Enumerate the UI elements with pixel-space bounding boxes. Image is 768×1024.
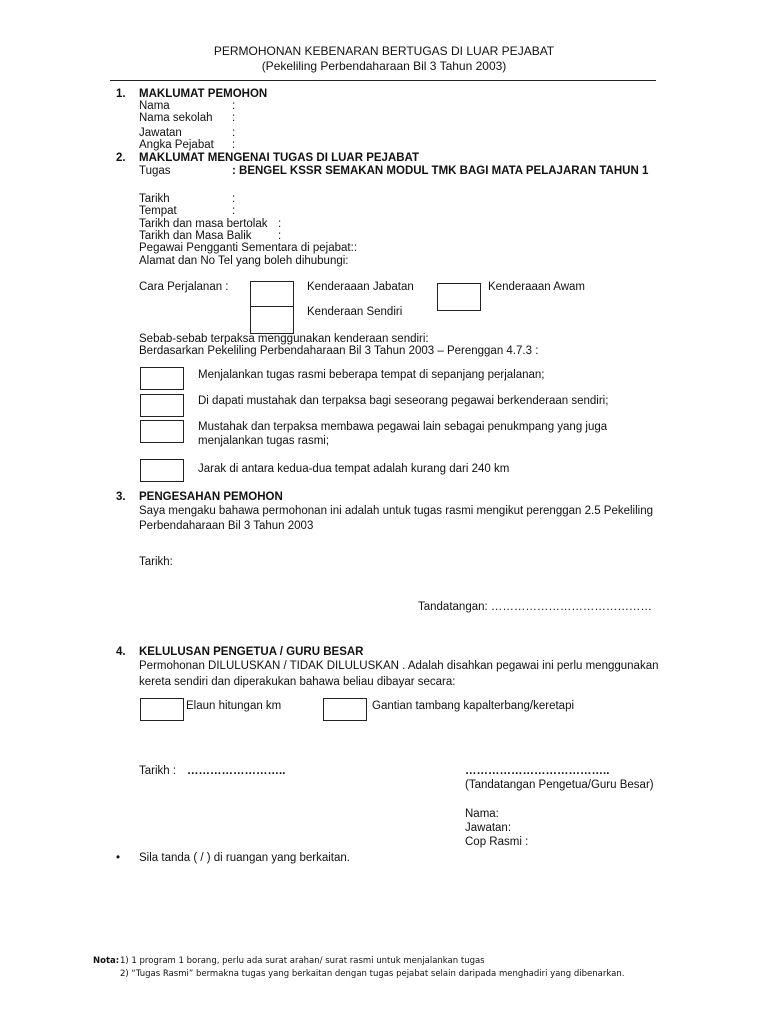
sendiri-label: Kenderaan Sendiri [307,306,403,318]
section1-number: 1. [116,88,126,100]
kelulusan-tarikh-label: Tarikh : [139,765,177,777]
section4-number: 4. [116,646,126,658]
reason1-checkbox[interactable] [140,367,184,390]
section3-heading: PENGESAHAN PEMOHON [139,491,283,503]
gantian-label: Gantian tambang kapalterbang/keretapi [372,700,575,712]
tempat-label: Tempat [139,205,177,217]
bullet-symbol: • [116,852,121,864]
kelulusan-text-line2: kereta sendiri dan diperakukan bahawa beliau dibayar secara: [139,676,456,688]
header-rule [110,80,656,81]
nama-label: Nama [139,100,170,112]
angka-pejabat-label: Angka Pejabat [139,139,214,151]
section3-number: 3. [116,491,126,503]
reason4-checkbox[interactable] [140,459,184,482]
sebab-line2: Berdasarkan Pekeliling Perbendaharaan Bil 3 Tahun 2003 – Perenggan 4.7.3 : [139,345,539,357]
tarikh-colon: : [232,193,236,205]
bertolak-label: Tarikh dan masa bertolak [139,218,268,230]
sebab-line1: Sebab-sebab terpaksa menggunakan kenderaan sendiri: [139,333,429,345]
jabatan-checkbox[interactable] [250,281,294,309]
nama-sekolah-colon: : [232,112,236,124]
sendiri-checkbox[interactable] [250,306,294,334]
approver-nama-label: Nama: [465,808,499,820]
alamat-label: Alamat dan No Tel yang boleh dihubungi: [139,255,349,267]
section2-number: 2. [116,152,126,164]
balik-label: Tarikh dan Masa Balik [139,230,252,242]
approver-jawatan-label: Jawatan: [465,822,512,834]
pengganti-label: Pegawai Pengganti Sementara di pejabat:: [139,242,358,254]
reason3-text-line2: menjalankan tugas rasmi; [198,435,330,447]
kelulusan-text-line1: Permohonan DILULUSKAN / TIDAK DILULUSKAN . Adalah disahkan pegawai ini perlu menggunakan [139,660,659,672]
jawatan-colon: : [232,127,236,139]
jawatan-label: Jawatan [139,127,182,139]
signature-dots: ……………………………….. [465,765,610,777]
document-title: PERMOHONAN KEBENARAN BERTUGAS DI LUAR PEJABAT [213,44,555,58]
balik-colon: : [278,230,282,242]
bertolak-colon: : [278,218,282,230]
tarikh-label: Tarikh [139,193,170,205]
elaun-checkbox[interactable] [140,698,184,721]
kelulusan-tarikh-dots: …………………….. [187,765,286,777]
signature-caption: (Tandatangan Pengetua/Guru Besar) [465,779,654,791]
reason2-checkbox[interactable] [140,394,184,417]
section1-heading: MAKLUMAT PEMOHON [139,88,268,100]
section2-heading: MAKLUMAT MENGENAI TUGAS DI LUAR PEJABAT [139,152,420,164]
angka-pejabat-colon: : [232,139,236,151]
reason1-text: Menjalankan tugas rasmi beberapa tempat di sepanjang perjalanan; [198,369,545,381]
nama-colon: : [232,100,236,112]
bullet-text: Sila tanda ( / ) di ruangan yang berkaitan. [139,852,350,864]
section4-heading: KELULUSAN PENGETUA / GURU BESAR [139,646,364,658]
cop-rasmi-label: Cop Rasmi : [465,836,529,848]
jabatan-label: Kenderaaan Jabatan [307,281,414,293]
nama-sekolah-label: Nama sekolah [139,112,213,124]
tugas-value: : BENGEL KSSR SEMAKAN MODUL TMK BAGI MATA PELAJARAN TAHUN 1 [232,165,649,177]
footnote-label: Nota: [93,956,120,966]
reason3-text-line1: Mustahak dan terpaksa membawa pegawai lain sebagai penukmpang yang juga [198,421,608,433]
pengesahan-text-line1: Saya mengaku bahawa permohonan ini adalah untuk tugas rasmi mengikut perenggan 2.5 Pekeliling [139,505,654,517]
document-subtitle: (Pekeliling Perbendaharaan Bil 3 Tahun 2003) [261,59,507,73]
pengesahan-text-line2: Perbendaharaan Bil 3 Tahun 2003 [139,520,314,532]
cara-perjalanan-label: Cara Perjalanan : [139,281,229,293]
elaun-label: Elaun hitungan km [186,700,282,712]
gantian-checkbox[interactable] [323,698,367,721]
footnote-line1: 1) 1 program 1 borang, perlu ada surat arahan/ surat rasmi untuk menjalankan tugas [120,956,485,966]
awam-label: Kenderaaan Awam [488,281,585,293]
reason2-text: Di dapati mustahak dan terpaksa bagi seseorang pegawai berkenderaan sendiri; [198,395,609,407]
pemohon-tandatangan: Tandatangan: …………………………………… [418,601,652,613]
awam-checkbox[interactable] [437,283,481,311]
pemohon-tarikh-label: Tarikh: [139,556,173,568]
reason3-checkbox[interactable] [140,420,184,443]
tempat-colon: : [232,205,236,217]
tugas-label: Tugas [139,165,171,177]
reason4-text: Jarak di antara kedua-dua tempat adalah kurang dari 240 km [198,463,510,475]
footnote-line2: 2) “Tugas Rasmi” bermakna tugas yang berkaitan dengan tugas pejabat selain daripada menghadiri yang dibenarkan. [120,969,625,979]
